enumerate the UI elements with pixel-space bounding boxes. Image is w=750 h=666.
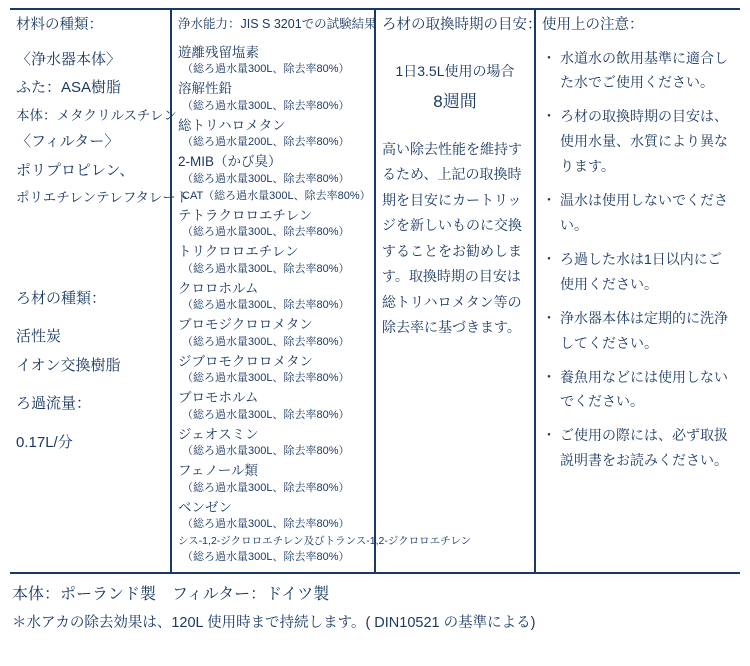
performance-item-condition: （総ろ過水量300L、除去率80%） (182, 518, 350, 531)
performance-item-condition: （総ろ過水量300L、除去率80%） (182, 172, 350, 185)
bullet-icon: ・ (542, 49, 556, 66)
replacement-header: ろ材の取換時期の目安： (382, 17, 542, 33)
materials-line: 本体：メタクリルスチレン (16, 107, 177, 123)
bullet-icon: ・ (542, 309, 556, 326)
flow-spacer-2 (16, 419, 164, 429)
performance-item (178, 534, 472, 565)
materials-line: 〈フィルター〉 (16, 133, 120, 151)
performance-item-name: 溶解性鉛 (178, 81, 232, 97)
performance-item (178, 242, 368, 278)
performance-item-name: ジブロモクロロメタン (178, 353, 313, 369)
materials-line: ポリプロピレン、 (16, 161, 135, 179)
performance-item-name: クロロホルム (178, 280, 259, 296)
caution-item (542, 423, 734, 473)
caution-item (542, 365, 734, 415)
spec-table (10, 8, 740, 574)
performance-item-name: CAT（総ろ過水量300L、除去率80%） (182, 189, 371, 202)
performance-item (178, 388, 368, 424)
performance-item-name: ジェオスミン (178, 426, 259, 442)
bullet-icon: ・ (542, 368, 556, 385)
performance-item (178, 116, 368, 152)
caution-item (542, 306, 734, 356)
column-materials (10, 10, 190, 572)
filter-type-header: ろ材の種類： (16, 289, 107, 307)
bullet-icon: ・ (542, 250, 556, 267)
caution-text: 水道水の飲用基準に適合した水でご使用ください。 (560, 49, 728, 91)
replacement-weeks: 8週間 (433, 91, 477, 111)
performance-item-condition: （総ろ過水量300L、除去率80%） (182, 262, 350, 275)
caution-item (542, 46, 734, 96)
caution-text: ろ材の取換時期の目安は、使用水量、水質により異なります。 (560, 108, 728, 175)
bullet-icon: ・ (542, 108, 556, 125)
performance-item-condition: （総ろ過水量300L、除去率80%） (182, 335, 350, 348)
materials-spacer (16, 211, 164, 285)
performance-item (178, 79, 368, 115)
performance-item (178, 352, 368, 388)
column-replacement (376, 10, 542, 572)
performance-item-name: 遊離残留塩素 (178, 44, 259, 60)
performance-item (178, 152, 368, 188)
flow-spacer (16, 380, 164, 390)
flow-rate-header: ろ過流量： (16, 395, 92, 413)
caution-item (542, 104, 734, 179)
performance-item-condition: （総ろ過水量300L、除去率80%） (182, 408, 350, 421)
performance-item-name: フェノール類 (178, 463, 258, 479)
filter-spacer (16, 313, 164, 323)
performance-item (178, 279, 368, 315)
performance-item-name: ブロモホルム (178, 390, 259, 406)
caution-text: ご使用の際には、必ず取扱説明書をお読みください。 (560, 427, 728, 469)
performance-item (178, 425, 368, 461)
caution-text: 浄水器本体は定期的に洗浄してください。 (560, 309, 728, 351)
caution-item (542, 247, 734, 297)
footer-origin: 本体：ポーランド製 フィルター：ドイツ製 (12, 586, 330, 604)
filter-line: 活性炭 (16, 328, 62, 346)
performance-item-name: ブロモジクロロメタン (178, 317, 313, 333)
performance-item-name: 総トリハロメタン (178, 117, 286, 133)
performance-item-name: 2-MIB（かび臭） (178, 154, 282, 170)
performance-item-condition: （総ろ過水量300L、除去率80%） (182, 299, 350, 312)
performance-item-condition: （総ろ過水量300L、除去率80%） (182, 372, 350, 385)
performance-item-name: シス-1,2-ジクロロエチレン及びトランス-1,2-ジクロロエチレン (178, 535, 472, 548)
performance-item (178, 461, 368, 497)
flow-rate-value: 0.17L/分 (16, 433, 73, 451)
performance-item-condition: （総ろ過水量300L、除去率80%） (182, 445, 350, 458)
performance-item-name: テトラクロロエチレン (178, 207, 313, 223)
performance-item (178, 498, 368, 534)
performance-item-condition: （総ろ過水量300L、除去率80%） (182, 550, 350, 563)
filter-line: イオン交換樹脂 (16, 356, 121, 374)
performance-item (178, 315, 368, 351)
footer-note: ＊水アカの除去効果は、120L 使用時まで持続します。( DIN10521 の基準による) (12, 615, 536, 632)
caution-text: 温水は使用しないでください。 (560, 192, 728, 233)
caution-text: ろ過した水は1日以内にご使用ください。 (560, 250, 722, 292)
performance-item (178, 206, 368, 242)
performance-item-condition: （総ろ過水量300L、除去率80%） (182, 481, 350, 494)
replacement-usage: 1日3.5L使用の場合 (395, 62, 515, 79)
performance-item-name: ベンゼン (178, 499, 232, 515)
materials-header: 材料の種類： (16, 17, 103, 33)
column-cautions (536, 10, 740, 572)
performance-item (178, 189, 371, 205)
bullet-icon: ・ (542, 427, 556, 444)
performance-item-condition: （総ろ過水量300L、除去率80%） (182, 226, 350, 239)
materials-line: 〈浄水器本体〉 (16, 50, 122, 68)
performance-item-name: トリクロロエチレン (178, 244, 299, 260)
replacement-note: 高い除去性能を維持するため、上記の取換時期を目安にカートリッジを新しいものに交換することをお勧めします。取換時期の目安は総トリハロメタン等の除去率に基づきます。 (382, 140, 522, 336)
caution-item (542, 188, 734, 238)
materials-line: ポリエチレンテレフタレート (16, 190, 190, 206)
bullet-icon: ・ (542, 192, 556, 209)
performance-header: 浄水能力：JIS S 3201での試験結果 (178, 17, 377, 31)
performance-item-condition: （総ろ過水量300L、除去率80%） (182, 63, 350, 76)
materials-line: ふた：ASA樹脂 (16, 79, 122, 97)
cautions-header: 使用上の注意： (542, 17, 644, 33)
performance-item-condition: （総ろ過水量200L、除去率80%） (182, 136, 350, 149)
caution-text: 養魚用などには使用しないでください。 (560, 368, 728, 410)
performance-item (178, 43, 368, 79)
performance-item-condition: （総ろ過水量300L、除去率80%） (182, 99, 350, 112)
